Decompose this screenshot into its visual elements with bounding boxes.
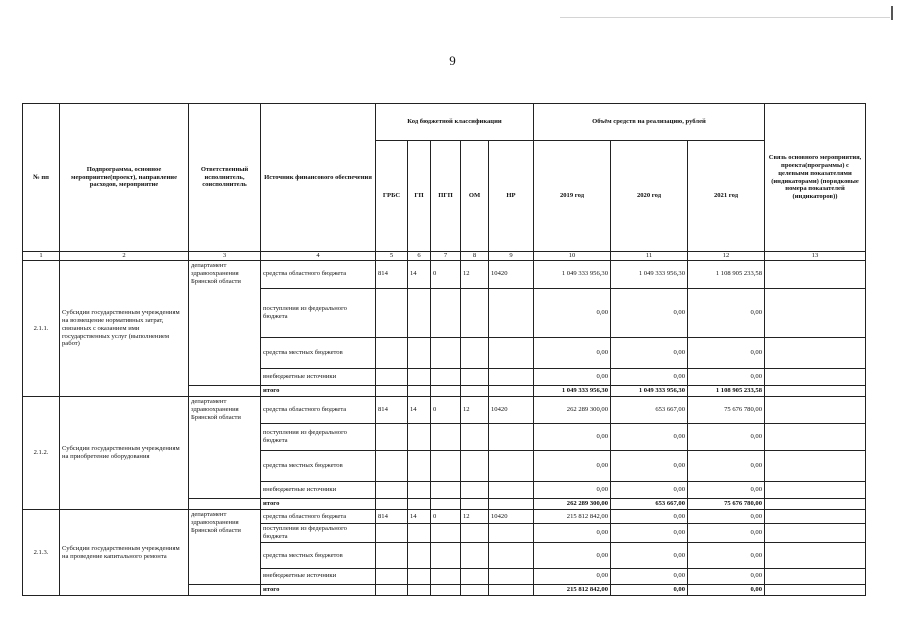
amount-2020: 0,00 [611,481,688,498]
code-nr: 10420 [489,510,534,524]
code-om: 12 [461,397,489,423]
amount-2020: 0,00 [611,338,688,369]
header-2021: 2021 год [688,141,765,252]
indicator-link [765,524,866,543]
header-gp: ГП [408,141,431,252]
code-empty [461,386,489,397]
amount-2019: 0,00 [534,524,611,543]
code-om [461,368,489,385]
funding-source: средства областного бюджета [261,397,376,423]
code-gp [408,481,431,498]
amount-2021: 0,00 [688,524,765,543]
table-row [23,261,866,289]
code-nr [489,481,534,498]
amount-2020: 0,00 [611,451,688,482]
amount-2019: 0,00 [534,288,611,338]
col-number: 2 [60,252,189,261]
code-gp: 14 [408,397,431,423]
code-gp [408,524,431,543]
section-name: Субсидии государственным учреждениям на приобретение оборудования [60,397,189,510]
code-pgp [431,423,461,451]
funding-source: внебюджетные источники [261,368,376,385]
total-2020: 1 049 333 956,30 [611,386,688,397]
executor-empty [189,584,261,595]
executor-empty [189,386,261,397]
code-pgp [431,288,461,338]
code-pgp [431,368,461,385]
amount-2021: 0,00 [688,568,765,584]
code-nr: 10420 [489,261,534,289]
section-number: 2.1.2. [23,397,60,510]
header-no: № пп [23,104,60,252]
col-number: 10 [534,252,611,261]
code-om: 12 [461,261,489,289]
column-number-row [23,252,866,261]
code-gp [408,338,431,369]
col-number: 12 [688,252,765,261]
code-nr [489,451,534,482]
code-nr [489,338,534,369]
funding-source: средства областного бюджета [261,510,376,524]
code-pgp [431,338,461,369]
budget-table [22,103,866,596]
code-gp [408,543,431,568]
amount-2019: 0,00 [534,481,611,498]
indicator-link [765,261,866,289]
code-pgp: 0 [431,397,461,423]
code-grbs [376,451,408,482]
header-budget-code: Код бюджетной классификации [376,104,534,141]
code-nr [489,288,534,338]
total-2021: 75 676 780,00 [688,499,765,510]
section-number: 2.1.1. [23,261,60,397]
amount-2020: 0,00 [611,368,688,385]
total-2019: 215 812 842,00 [534,584,611,595]
indicator-link [765,584,866,595]
code-om [461,543,489,568]
section-name: Субсидии государственным учреждениям на проведение капитального ремонта [60,510,189,596]
code-grbs [376,288,408,338]
code-om [461,423,489,451]
amount-2019: 215 812 842,00 [534,510,611,524]
code-empty [431,499,461,510]
code-nr [489,524,534,543]
indicator-link [765,543,866,568]
code-pgp [431,543,461,568]
code-nr [489,568,534,584]
amount-2019: 0,00 [534,338,611,369]
code-empty [376,386,408,397]
col-number: 13 [765,252,866,261]
amount-2020: 0,00 [611,524,688,543]
amount-2021: 75 676 780,00 [688,397,765,423]
indicator-link [765,386,866,397]
indicator-link [765,368,866,385]
code-om [461,481,489,498]
code-grbs [376,481,408,498]
col-number: 9 [489,252,534,261]
indicator-link [765,338,866,369]
amount-2021: 0,00 [688,338,765,369]
amount-2019: 262 289 300,00 [534,397,611,423]
total-2019: 1 049 333 956,30 [534,386,611,397]
code-empty [376,499,408,510]
header-2020: 2020 год [611,141,688,252]
indicator-link [765,451,866,482]
header-executor: Ответственный исполнитель, соисполнитель [189,104,261,252]
amount-2020: 653 667,00 [611,397,688,423]
code-om: 12 [461,510,489,524]
col-number: 11 [611,252,688,261]
funding-source: средства местных бюджетов [261,543,376,568]
total-label: итого [261,584,376,595]
header-grbs: ГРБС [376,141,408,252]
code-pgp [431,481,461,498]
header-nr: НР [489,141,534,252]
indicator-link [765,288,866,338]
amount-2021: 0,00 [688,543,765,568]
amount-2019: 0,00 [534,368,611,385]
col-number: 8 [461,252,489,261]
funding-source: внебюджетные источники [261,481,376,498]
indicator-link [765,397,866,423]
funding-source: поступления из федерального бюджета [261,524,376,543]
code-gp [408,288,431,338]
total-2021: 1 108 905 233,58 [688,386,765,397]
amount-2020: 0,00 [611,543,688,568]
section-executor: департамент здравоохранения Брянской области [189,510,261,585]
code-om [461,338,489,369]
funding-source: средства местных бюджетов [261,338,376,369]
code-pgp [431,524,461,543]
indicator-link [765,481,866,498]
funding-source: средства местных бюджетов [261,451,376,482]
funding-source: внебюджетные источники [261,568,376,584]
code-om [461,288,489,338]
amount-2021: 0,00 [688,368,765,385]
amount-2020: 0,00 [611,288,688,338]
code-empty [489,386,534,397]
amount-2019: 0,00 [534,423,611,451]
code-nr [489,368,534,385]
col-number: 7 [431,252,461,261]
code-empty [376,584,408,595]
section-executor: департамент здравоохранения Брянской области [189,397,261,499]
code-nr [489,543,534,568]
code-nr [489,423,534,451]
amount-2019: 1 049 333 956,30 [534,261,611,289]
code-gp [408,368,431,385]
scan-mark-top-right [891,6,893,20]
amount-2021: 0,00 [688,481,765,498]
code-empty [408,499,431,510]
code-grbs [376,543,408,568]
amount-2019: 0,00 [534,543,611,568]
code-gp [408,451,431,482]
code-gp: 14 [408,510,431,524]
total-label: итого [261,499,376,510]
header-subprogram: Подпрограмма, основное мероприятие(проект), направление расходов, мероприятие [60,104,189,252]
col-number: 5 [376,252,408,261]
code-om [461,568,489,584]
funding-source: поступления из федерального бюджета [261,288,376,338]
indicator-link [765,423,866,451]
code-nr: 10420 [489,397,534,423]
code-empty [489,584,534,595]
section-number: 2.1.3. [23,510,60,596]
section-name: Субсидии государственным учреждениям на возмещение нормативных затрат, связанных с оказанием ими государственных услуг (выполнением работ) [60,261,189,397]
col-number: 3 [189,252,261,261]
header-om: ОМ [461,141,489,252]
amount-2019: 0,00 [534,451,611,482]
code-empty [431,386,461,397]
indicator-link [765,510,866,524]
code-grbs [376,338,408,369]
amount-2020: 0,00 [611,423,688,451]
code-pgp [431,451,461,482]
total-2021: 0,00 [688,584,765,595]
code-empty [489,499,534,510]
code-om [461,451,489,482]
funding-source: средства областного бюджета [261,261,376,289]
code-grbs: 814 [376,510,408,524]
executor-empty [189,499,261,510]
code-pgp: 0 [431,510,461,524]
total-2019: 262 289 300,00 [534,499,611,510]
total-label: итого [261,386,376,397]
page-number: 9 [449,53,456,68]
header-link: Связь основного мероприятия, проекта(программы) с целевыми показателями (индикаторами) (порядковые номера показателей (индикаторов)) [765,104,866,252]
indicator-link [765,499,866,510]
code-empty [461,584,489,595]
code-gp: 14 [408,261,431,289]
section-executor: департамент здравоохранения Брянской области [189,261,261,386]
total-2020: 0,00 [611,584,688,595]
code-empty [461,499,489,510]
col-number: 6 [408,252,431,261]
funding-source: поступления из федерального бюджета [261,423,376,451]
header-source: Источник финансового обеспечения [261,104,376,252]
amount-2020: 0,00 [611,568,688,584]
code-grbs: 814 [376,397,408,423]
indicator-link [765,568,866,584]
amount-2021: 0,00 [688,451,765,482]
amount-2021: 0,00 [688,510,765,524]
col-number: 1 [23,252,60,261]
col-number: 4 [261,252,376,261]
code-gp [408,568,431,584]
code-grbs [376,524,408,543]
code-om [461,524,489,543]
amount-2021: 0,00 [688,423,765,451]
code-pgp: 0 [431,261,461,289]
header-pgp: ПГП [431,141,461,252]
code-grbs [376,368,408,385]
amount-2020: 1 049 333 956,30 [611,261,688,289]
code-empty [431,584,461,595]
code-empty [408,386,431,397]
header-2019: 2019 год [534,141,611,252]
header-volume: Объём средств на реализацию, рублей [534,104,765,141]
total-2020: 653 667,00 [611,499,688,510]
scan-line-top [560,17,890,18]
code-pgp [431,568,461,584]
code-grbs [376,423,408,451]
budget-table-wrapper [22,103,865,596]
code-empty [408,584,431,595]
amount-2021: 0,00 [688,288,765,338]
amount-2021: 1 108 905 233,58 [688,261,765,289]
table-row [23,397,866,423]
table-row [23,510,866,524]
code-grbs: 814 [376,261,408,289]
amount-2019: 0,00 [534,568,611,584]
code-grbs [376,568,408,584]
amount-2020: 0,00 [611,510,688,524]
code-gp [408,423,431,451]
